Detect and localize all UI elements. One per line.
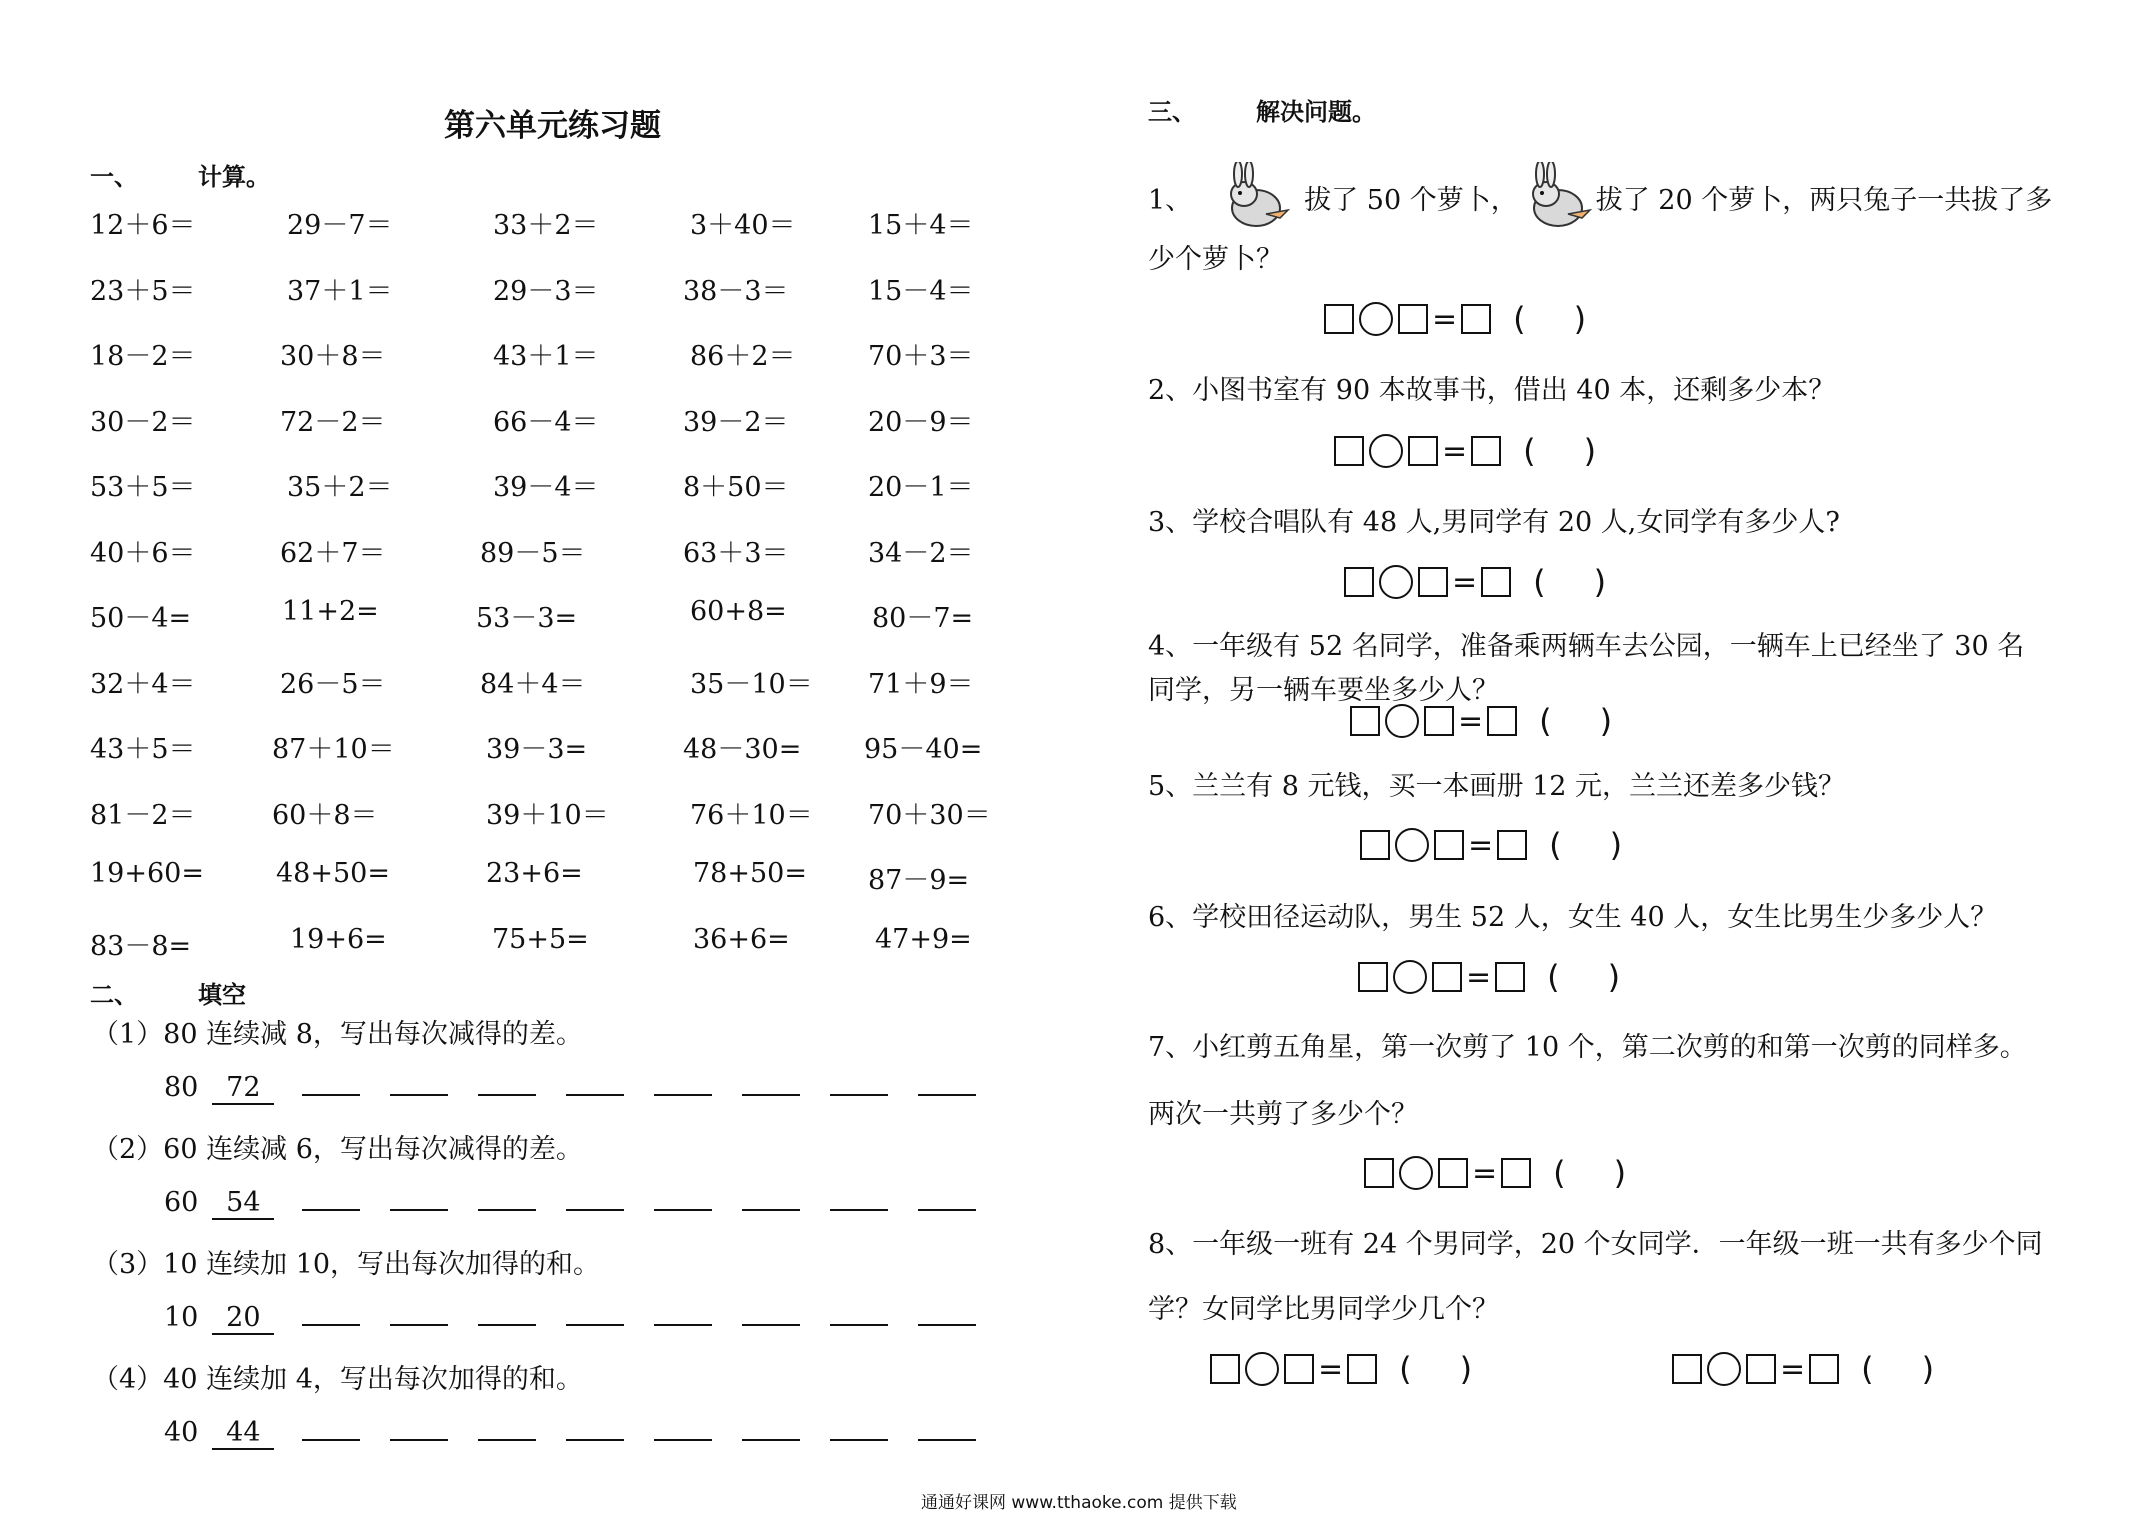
unit-blank[interactable]: ( ) bbox=[1549, 826, 1623, 864]
fill-first-value: 54 bbox=[212, 1187, 274, 1220]
answer-blank[interactable] bbox=[478, 1068, 536, 1096]
section-fill-heading bbox=[90, 975, 246, 1010]
calc-problem: 63＋3＝ bbox=[683, 538, 789, 569]
equals-sign: = bbox=[1458, 703, 1484, 739]
calc-problem: 23+6= bbox=[486, 858, 583, 889]
operator-circle[interactable] bbox=[1245, 1352, 1279, 1386]
unit-blank[interactable]: ( ) bbox=[1533, 563, 1607, 601]
answer-box[interactable] bbox=[1347, 1354, 1377, 1384]
answer-box[interactable] bbox=[1360, 830, 1390, 860]
calc-problem: 95－40= bbox=[864, 734, 983, 765]
answer-blank[interactable] bbox=[654, 1413, 712, 1441]
equals-sign: = bbox=[1780, 1351, 1806, 1387]
section-calc-heading bbox=[90, 157, 270, 192]
calc-problem: 87－9= bbox=[868, 865, 970, 896]
calc-problem: 80－7= bbox=[872, 603, 974, 634]
calc-problem: 86＋2＝ bbox=[690, 341, 796, 372]
fill-answer-row-1 bbox=[164, 1068, 1006, 1105]
section-number: 三、 bbox=[1148, 98, 1196, 126]
calc-problem: 15＋4＝ bbox=[868, 210, 974, 241]
answer-box[interactable] bbox=[1434, 830, 1464, 860]
problem-5: 5、兰兰有 8 元钱，买一本画册 12 元，兰兰还差多少钱？ bbox=[1148, 771, 1846, 802]
answer-blank[interactable] bbox=[390, 1413, 448, 1441]
calc-problem: 39＋10＝ bbox=[486, 800, 609, 831]
calc-problem: 30－2＝ bbox=[90, 407, 196, 438]
calc-problem: 39－3= bbox=[486, 734, 588, 765]
fill-start: 80 bbox=[164, 1072, 199, 1103]
fill-answer-row-2 bbox=[164, 1183, 1006, 1220]
answer-blank[interactable] bbox=[830, 1068, 888, 1096]
calc-problem: 3＋40＝ bbox=[690, 210, 796, 241]
problem-1 bbox=[1148, 162, 2052, 232]
calc-problem: 35－10＝ bbox=[690, 669, 813, 700]
equals-sign: = bbox=[1432, 301, 1458, 337]
answer-blank[interactable] bbox=[830, 1298, 888, 1326]
calc-problem: 20－9＝ bbox=[868, 407, 974, 438]
calc-problem: 15－4＝ bbox=[868, 276, 974, 307]
fill-answer-row-3 bbox=[164, 1298, 1006, 1335]
calc-problem: 78+50= bbox=[693, 858, 807, 889]
answer-blank[interactable] bbox=[654, 1183, 712, 1211]
equals-sign: = bbox=[1468, 827, 1494, 863]
calc-problem: 50－4= bbox=[90, 603, 192, 634]
fill-start: 60 bbox=[164, 1187, 199, 1218]
calc-problem: 39－4＝ bbox=[493, 472, 599, 503]
section-number: 二、 bbox=[90, 981, 138, 1009]
operator-circle[interactable] bbox=[1379, 565, 1413, 599]
calc-problem: 19+6= bbox=[290, 924, 387, 955]
calc-problem: 84＋4＝ bbox=[480, 669, 586, 700]
answer-blank[interactable] bbox=[918, 1413, 976, 1441]
answer-blank[interactable] bbox=[566, 1183, 624, 1211]
answer-blank[interactable] bbox=[566, 1068, 624, 1096]
calc-problem: 30＋8＝ bbox=[280, 341, 386, 372]
answer-blank[interactable] bbox=[742, 1183, 800, 1211]
calc-problem: 8＋50＝ bbox=[683, 472, 789, 503]
problem-6: 6、学校田径运动队，男生 52 人，女生 40 人，女生比男生少多少人？ bbox=[1148, 902, 1998, 933]
operator-circle[interactable] bbox=[1359, 302, 1393, 336]
calc-problem: 35＋2＝ bbox=[287, 472, 393, 503]
answer-box[interactable] bbox=[1210, 1354, 1240, 1384]
problem-4: 4、一年级有 52 名同学，准备乘两辆车去公园，一辆车上已经坐了 30 名 bbox=[1148, 631, 2025, 662]
calc-problem: 81－2＝ bbox=[90, 800, 196, 831]
answer-blank[interactable] bbox=[302, 1298, 360, 1326]
equals-sign: = bbox=[1452, 564, 1478, 600]
fill-first-value: 20 bbox=[212, 1302, 274, 1335]
section-label: 解决问题。 bbox=[1256, 98, 1376, 126]
answer-blank[interactable] bbox=[830, 1183, 888, 1211]
fill-answer-row-4 bbox=[164, 1413, 1006, 1450]
calc-problem: 33＋2＝ bbox=[493, 210, 599, 241]
calc-problem: 38－3＝ bbox=[683, 276, 789, 307]
calc-problem: 71＋9＝ bbox=[868, 669, 974, 700]
answer-box[interactable] bbox=[1497, 830, 1527, 860]
fill-question-2: （2）60 连续减 6，写出每次减得的差。 bbox=[92, 1134, 583, 1165]
footer-credit: 通通好课网 www.tthaoke.com 提供下载 bbox=[921, 1493, 1237, 1513]
calc-problem: 20－1＝ bbox=[868, 472, 974, 503]
answer-blank[interactable] bbox=[390, 1183, 448, 1211]
equation-row-8b bbox=[1672, 1350, 1934, 1388]
answer-box[interactable] bbox=[1487, 706, 1517, 736]
answer-box[interactable] bbox=[1461, 304, 1491, 334]
calc-problem: 70＋3＝ bbox=[868, 341, 974, 372]
calc-problem: 19+60= bbox=[90, 858, 204, 889]
calc-problem: 83－8= bbox=[90, 931, 192, 962]
answer-box[interactable] bbox=[1501, 1158, 1531, 1188]
unit-blank[interactable]: ( ) bbox=[1547, 958, 1621, 996]
problem-8-cont: 学？女同学比男同学少几个？ bbox=[1148, 1294, 1499, 1325]
answer-blank[interactable] bbox=[566, 1413, 624, 1441]
answer-box[interactable] bbox=[1424, 706, 1454, 736]
fill-question-1: （1）80 连续减 8，写出每次减得的差。 bbox=[92, 1019, 583, 1050]
answer-box[interactable] bbox=[1408, 436, 1438, 466]
calc-problem: 32＋4＝ bbox=[90, 669, 196, 700]
answer-blank[interactable] bbox=[390, 1068, 448, 1096]
calc-problem: 26－5＝ bbox=[280, 669, 386, 700]
rabbit-icon bbox=[1216, 162, 1294, 232]
section-label: 填空 bbox=[198, 981, 246, 1009]
answer-box[interactable] bbox=[1358, 962, 1388, 992]
answer-blank[interactable] bbox=[478, 1298, 536, 1326]
calc-problem: 34－2＝ bbox=[868, 538, 974, 569]
calc-problem: 29－7＝ bbox=[287, 210, 393, 241]
calc-problem: 60+8= bbox=[690, 596, 787, 627]
calc-problem: 75+5= bbox=[492, 924, 589, 955]
equals-sign: = bbox=[1472, 1155, 1498, 1191]
fill-question-4: （4）40 连续加 4，写出每次加得的和。 bbox=[92, 1364, 583, 1395]
answer-blank[interactable] bbox=[654, 1068, 712, 1096]
answer-blank[interactable] bbox=[302, 1068, 360, 1096]
equation-row-8a bbox=[1210, 1350, 1472, 1388]
calc-problem: 43＋1＝ bbox=[493, 341, 599, 372]
calc-problem: 11+2= bbox=[282, 596, 379, 627]
calc-problem: 53＋5＝ bbox=[90, 472, 196, 503]
equation-row-7 bbox=[1364, 1154, 1626, 1192]
problem-2: 2、小图书室有 90 本故事书，借出 40 本，还剩多少本？ bbox=[1148, 375, 1836, 406]
equals-sign: = bbox=[1318, 1351, 1344, 1387]
equation-row-1 bbox=[1324, 300, 1586, 338]
unit-blank[interactable]: ( ) bbox=[1523, 432, 1597, 470]
answer-box[interactable] bbox=[1284, 1354, 1314, 1384]
answer-box[interactable] bbox=[1398, 304, 1428, 334]
answer-box[interactable] bbox=[1334, 436, 1364, 466]
fill-start: 10 bbox=[164, 1302, 199, 1333]
problem-text: 拔了 50 个萝卜， bbox=[1304, 184, 1518, 216]
operator-circle[interactable] bbox=[1385, 704, 1419, 738]
operator-circle[interactable] bbox=[1369, 434, 1403, 468]
answer-blank[interactable] bbox=[742, 1068, 800, 1096]
calc-problem: 60＋8＝ bbox=[272, 800, 378, 831]
answer-box[interactable] bbox=[1746, 1354, 1776, 1384]
answer-box[interactable] bbox=[1364, 1158, 1394, 1188]
calc-problem: 47+9= bbox=[875, 924, 972, 955]
calc-problem: 48+50= bbox=[276, 858, 390, 889]
unit-blank[interactable]: ( ) bbox=[1861, 1350, 1935, 1388]
rabbit-icon bbox=[1518, 162, 1596, 232]
calc-problem: 37＋1＝ bbox=[287, 276, 393, 307]
answer-blank[interactable] bbox=[742, 1413, 800, 1441]
answer-blank[interactable] bbox=[302, 1183, 360, 1211]
problem-number: 1、 bbox=[1148, 184, 1193, 216]
calc-problem: 12＋6＝ bbox=[90, 210, 196, 241]
calc-problem: 66－4＝ bbox=[493, 407, 599, 438]
unit-blank[interactable]: ( ) bbox=[1553, 1154, 1627, 1192]
equation-row-6 bbox=[1358, 958, 1620, 996]
answer-box[interactable] bbox=[1481, 567, 1511, 597]
answer-box[interactable] bbox=[1809, 1354, 1839, 1384]
section-number: 一、 bbox=[90, 163, 138, 191]
calc-problem: 70＋30＝ bbox=[868, 800, 991, 831]
answer-blank[interactable] bbox=[390, 1298, 448, 1326]
operator-circle[interactable] bbox=[1399, 1156, 1433, 1190]
calc-problem: 53－3= bbox=[476, 603, 578, 634]
answer-box[interactable] bbox=[1418, 567, 1448, 597]
calc-problem: 18－2＝ bbox=[90, 341, 196, 372]
answer-blank[interactable] bbox=[830, 1413, 888, 1441]
equation-row-2 bbox=[1334, 432, 1596, 470]
page-title: 第六单元练习题 bbox=[444, 108, 661, 144]
answer-box[interactable] bbox=[1495, 962, 1525, 992]
calc-problem: 29－3＝ bbox=[493, 276, 599, 307]
equals-sign: = bbox=[1442, 433, 1468, 469]
calc-problem: 39－2＝ bbox=[683, 407, 789, 438]
answer-blank[interactable] bbox=[918, 1068, 976, 1096]
calc-problem: 76＋10＝ bbox=[690, 800, 813, 831]
answer-box[interactable] bbox=[1471, 436, 1501, 466]
fill-first-value: 72 bbox=[212, 1072, 274, 1105]
calc-problem: 23＋5＝ bbox=[90, 276, 196, 307]
section-problems-heading bbox=[1148, 92, 1376, 127]
answer-blank[interactable] bbox=[302, 1413, 360, 1441]
calc-problem: 87＋10＝ bbox=[272, 734, 395, 765]
answer-blank[interactable] bbox=[742, 1298, 800, 1326]
fill-start: 40 bbox=[164, 1417, 199, 1448]
calc-problem: 62＋7＝ bbox=[280, 538, 386, 569]
answer-blank[interactable] bbox=[918, 1298, 976, 1326]
problem-7-cont: 两次一共剪了多少个？ bbox=[1148, 1099, 1418, 1130]
problem-1-cont: 少个萝卜？ bbox=[1148, 244, 1283, 275]
fill-first-value: 44 bbox=[212, 1417, 274, 1450]
problem-4-cont: 同学，另一辆车要坐多少人？ bbox=[1148, 675, 1499, 706]
equals-sign: = bbox=[1466, 959, 1492, 995]
answer-box[interactable] bbox=[1672, 1354, 1702, 1384]
answer-box[interactable] bbox=[1344, 567, 1374, 597]
operator-circle[interactable] bbox=[1393, 960, 1427, 994]
section-label: 计算。 bbox=[198, 163, 270, 191]
operator-circle[interactable] bbox=[1707, 1352, 1741, 1386]
equation-row-4 bbox=[1350, 702, 1612, 740]
operator-circle[interactable] bbox=[1395, 828, 1429, 862]
unit-blank[interactable]: ( ) bbox=[1399, 1350, 1473, 1388]
answer-box[interactable] bbox=[1350, 706, 1380, 736]
answer-box[interactable] bbox=[1324, 304, 1354, 334]
calc-problem: 43＋5＝ bbox=[90, 734, 196, 765]
calc-problem: 36+6= bbox=[693, 924, 790, 955]
calc-problem: 48－30= bbox=[683, 734, 802, 765]
calc-problem: 72－2＝ bbox=[280, 407, 386, 438]
answer-blank[interactable] bbox=[654, 1298, 712, 1326]
problem-8: 8、一年级一班有 24 个男同学，20 个女同学．一年级一班一共有多少个同 bbox=[1148, 1229, 2043, 1260]
answer-blank[interactable] bbox=[918, 1183, 976, 1211]
answer-blank[interactable] bbox=[478, 1413, 536, 1441]
calc-problem: 89－5＝ bbox=[480, 538, 586, 569]
problem-7: 7、小红剪五角星，第一次剪了 10 个，第二次剪的和第一次剪的同样多。 bbox=[1148, 1032, 2027, 1063]
calc-problem: 40＋6＝ bbox=[90, 538, 196, 569]
fill-question-3: （3）10 连续加 10，写出每次加得的和。 bbox=[92, 1249, 601, 1280]
equation-row-3 bbox=[1344, 563, 1606, 601]
answer-blank[interactable] bbox=[478, 1183, 536, 1211]
answer-box[interactable] bbox=[1432, 962, 1462, 992]
answer-blank[interactable] bbox=[566, 1298, 624, 1326]
unit-blank[interactable]: ( ) bbox=[1539, 702, 1613, 740]
equation-row-5 bbox=[1360, 826, 1622, 864]
problem-3: 3、学校合唱队有 48 人,男同学有 20 人,女同学有多少人? bbox=[1148, 507, 1840, 538]
problem-text: 拔了 20 个萝卜，两只兔子一共拔了多 bbox=[1595, 184, 2053, 216]
answer-box[interactable] bbox=[1438, 1158, 1468, 1188]
unit-blank[interactable]: ( ) bbox=[1513, 300, 1587, 338]
